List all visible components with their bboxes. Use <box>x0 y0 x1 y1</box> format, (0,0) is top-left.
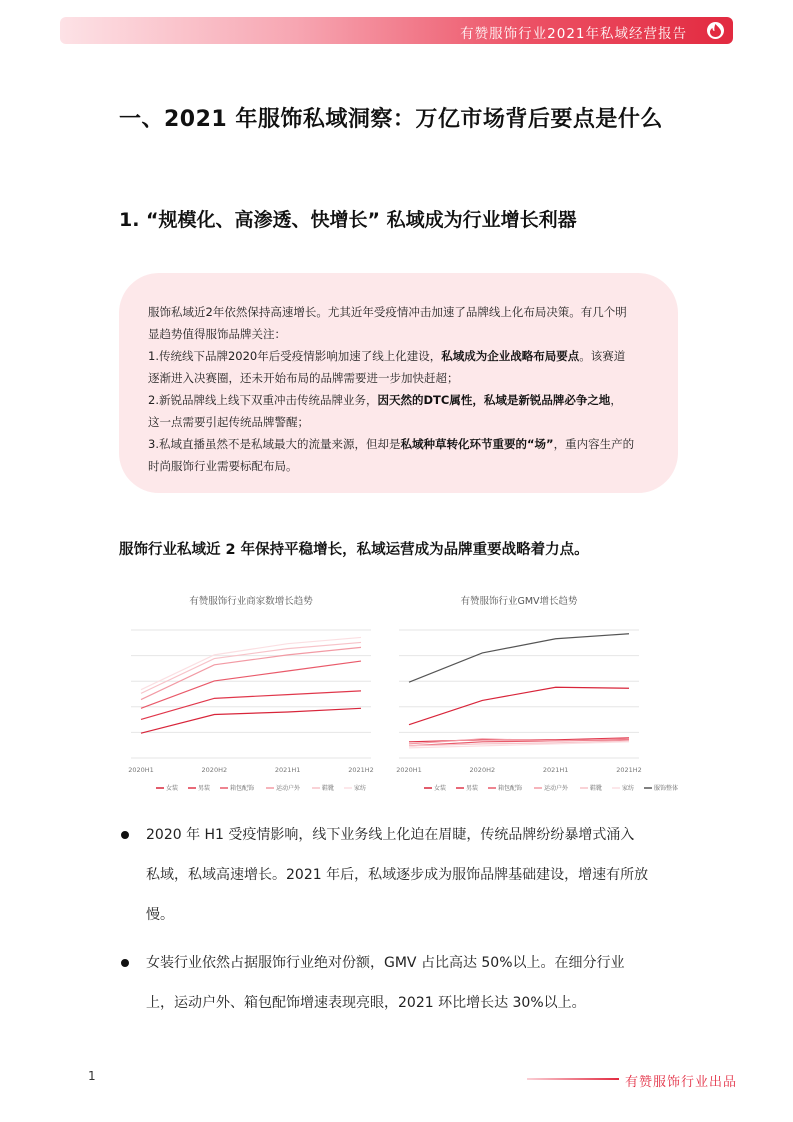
bullet-line: 女装行业依然占据服饰行业绝对份额，GMV 占比高达 50%以上。在细分行业 <box>146 955 625 971</box>
callout-line: 这一点需要引起传统品牌警醒； <box>148 415 309 429</box>
x-tick-label: 2021H1 <box>542 766 569 774</box>
callout-line: 逐渐进入决赛圈，还未开始布局的品牌需要进一步加快赶超； <box>148 371 459 385</box>
bullet-line: 私域，私域高速增长。2021 年后，私域逐步成为服饰品牌基础建设，增速有所放 <box>146 867 649 883</box>
legend-label: 女装 <box>166 785 179 792</box>
legend-label: 运动户外 <box>276 785 301 792</box>
legend-label: 箱包配饰 <box>230 785 255 792</box>
summary-callout <box>119 273 678 493</box>
x-tick-label: 2021H1 <box>274 766 301 774</box>
chart-title: 有赞服饰行业GMV增长趋势 <box>460 596 578 607</box>
callout-line: 2.新锐品牌线上线下双重冲击传统品牌业务，因天然的DTC属性，私域是新锐品牌必争之地， <box>148 393 622 407</box>
legend-label: 家纺 <box>622 785 635 792</box>
series-line-服饰整体 <box>409 634 629 682</box>
section-heading: 1. “规模化、高渗透、快增长” 私域成为行业增长利器 <box>119 209 577 231</box>
footer-brand: 有赞服饰行业出品 <box>625 1075 738 1090</box>
callout-line: 1.传统线下品牌2020年后受疫情影响加速了线上化建设，私域成为企业战略布局要点。该赛道 <box>148 349 626 363</box>
bullet-dot-icon <box>121 831 129 839</box>
bullet-dot-icon <box>121 959 129 967</box>
series-line-女装 <box>141 708 361 733</box>
bullet-item <box>119 815 679 935</box>
legend-label: 鞋靴 <box>590 785 603 792</box>
series-line-箱包配饰 <box>141 661 361 708</box>
legend-label: 家纺 <box>354 785 367 792</box>
legend-label: 运动户外 <box>544 785 569 792</box>
x-tick-label: 2020H1 <box>396 766 422 774</box>
report-title: 有赞服饰行业2021年私域经营报告 <box>460 26 687 42</box>
legend-label: 箱包配饰 <box>498 785 523 792</box>
merchant-count-chart <box>126 590 376 800</box>
series-line-男装 <box>141 691 361 720</box>
youzan-logo-icon <box>707 22 724 39</box>
gmv-chart-svg <box>394 590 679 800</box>
x-tick-label: 2020H2 <box>469 766 496 774</box>
callout-line: 时尚服饰行业需要标配布局。 <box>148 459 298 473</box>
legend-label: 服饰整体 <box>654 785 679 792</box>
bullet-line: 2020 年 H1 受疫情影响，线下业务线上化迫在眉睫，传统品牌纷纷暴增式涌入 <box>146 827 635 843</box>
series-line-女装 <box>409 687 629 724</box>
callout-line: 3.私域直播虽然不是私域最大的流量来源，但却是私域种草转化环节重要的“场”，重内容生产的 <box>148 437 635 451</box>
merchant-count-chart-svg <box>126 590 376 800</box>
callout-line: 服饰私域近2年依然保持高速增长。尤其近年受疫情冲击加速了品牌线上化布局决策。有几个明 <box>148 305 627 319</box>
chapter-heading: 一、2021 年服饰私域洞察：万亿市场背后要点是什么 <box>119 107 663 132</box>
x-tick-label: 2020H2 <box>201 766 228 774</box>
legend-label: 鞋靴 <box>322 785 335 792</box>
bullet-item <box>119 943 679 1023</box>
legend-label: 女装 <box>434 785 447 792</box>
page-number: 1 <box>88 1069 96 1083</box>
gmv-chart <box>394 590 679 800</box>
series-line-鞋靴 <box>141 642 361 693</box>
footer-divider <box>527 1078 619 1080</box>
callout-line: 显趋势值得服饰品牌关注： <box>148 327 286 341</box>
legend-label: 男装 <box>198 785 211 792</box>
legend-label: 男装 <box>466 785 479 792</box>
callout-text <box>148 301 660 477</box>
chart-title: 有赞服饰行业商家数增长趋势 <box>189 596 313 607</box>
x-tick-label: 2020H1 <box>128 766 154 774</box>
x-tick-label: 2021H2 <box>348 766 374 774</box>
x-tick-label: 2021H2 <box>616 766 642 774</box>
bullet-line: 上，运动户外、箱包配饰增速表现亮眼，2021 环比增长达 30%以上。 <box>146 995 586 1011</box>
chart-section-title: 服饰行业私域近 2 年保持平稳增长，私域运营成为品牌重要战略着力点。 <box>119 542 589 558</box>
top-banner <box>60 17 733 44</box>
bullet-line: 慢。 <box>146 907 174 923</box>
